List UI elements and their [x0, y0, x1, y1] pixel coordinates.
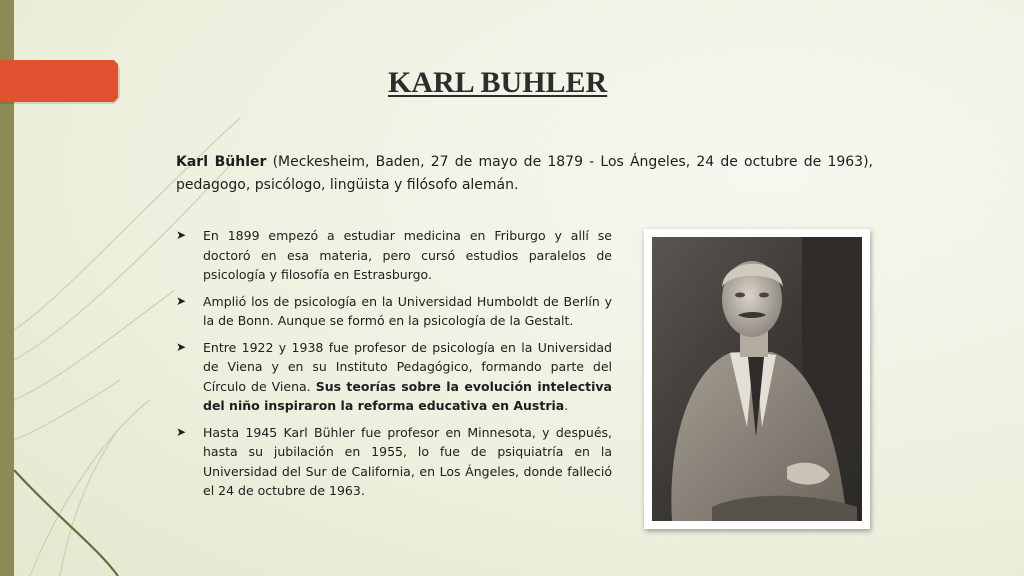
arrow-bullet-icon: ➤	[176, 228, 187, 242]
arrow-bullet-icon: ➤	[176, 339, 187, 354]
intro-name: Karl Bühler	[176, 154, 267, 170]
red-arrow-tab	[0, 60, 118, 102]
arrow-bullet-icon: ➤	[176, 424, 187, 439]
intro-text: (Meckesheim, Baden, 27 de mayo de 1879 - Los Ángeles, 24 de octubre de 1963), pedagogo, psicólogo, lingüista y filósofo alemán.	[176, 154, 873, 193]
bullet-text: Entre 1922 y 1938 fue profesor de psicología en la Universidad de Viena y en su Instituto Pedagógico, formando parte del Círculo de Viena.	[203, 339, 612, 394]
bullet-list	[176, 226, 612, 508]
bullet-text: En 1899 empezó a estudiar medicina en Friburgo y allí se doctoró en esa materia, pero cursó estudios paralelos de psicología y filosofía en Estrasburgo.	[203, 228, 612, 282]
arrow-bullet-icon: ➤	[176, 293, 187, 308]
bullet-text: Amplió los de psicología en la Universidad Humboldt de Berlín y la de Bonn. Aunque se formó en la psicología de la Gestalt.	[203, 293, 612, 328]
slide-title: KARL BUHLER	[388, 66, 608, 99]
bullet-item	[176, 423, 612, 501]
bullet-text: Hasta 1945 Karl Bühler fue profesor en Minnesota, y después, hasta su jubilación en 1955, lo fue de psiquiatría en la Universidad del Sur de California, en Los Ángeles, donde falleció el 24 de octubre de 1963.	[203, 424, 612, 498]
bullet-item	[176, 292, 612, 331]
portrait-illustration	[652, 237, 862, 521]
intro-paragraph	[176, 151, 873, 197]
bullet-bold-text: Sus teorías sobre la evolución intelectiva del niño inspiraron la reforma educativa en Austria	[203, 378, 612, 413]
bullet-item	[176, 338, 612, 416]
bullet-item	[176, 226, 612, 285]
bullet-tail: .	[564, 398, 569, 413]
portrait-frame	[644, 229, 870, 529]
portrait-photo	[652, 237, 862, 521]
